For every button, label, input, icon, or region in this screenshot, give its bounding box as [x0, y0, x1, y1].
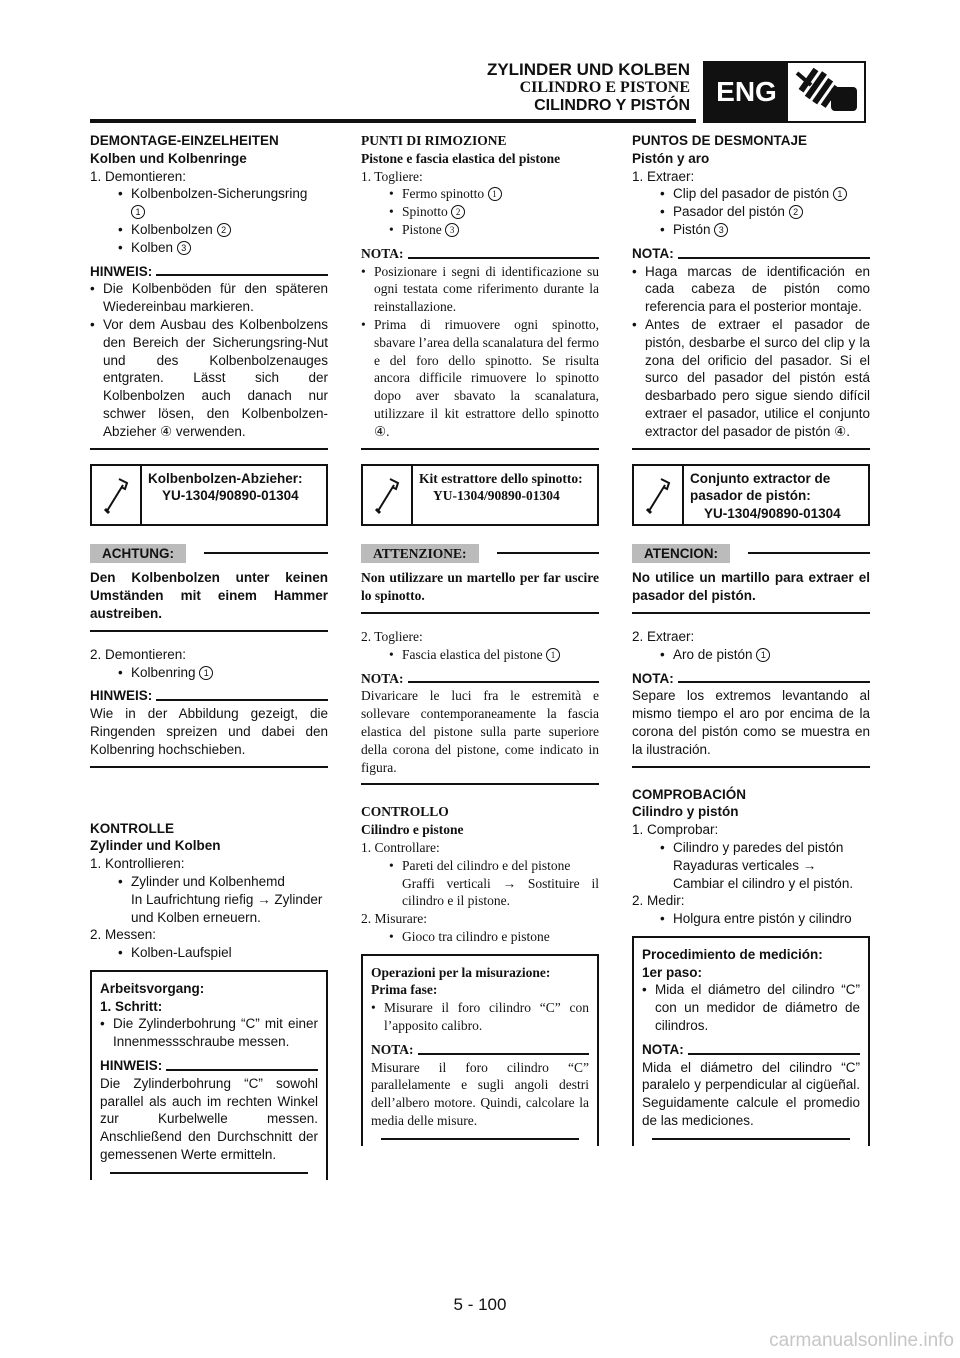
callout-marker: 3 [177, 241, 191, 255]
note-text: Mida el diámetro del cilindro “C” paralelo y perpendicular al cigüeñal. Seguidamente calcule el promedio de las mediciones. [642, 1059, 860, 1129]
special-tool-box [632, 464, 870, 526]
special-tool-box [90, 464, 328, 526]
list-item: • Pistone 3 [361, 221, 599, 239]
procedure-item: • Die Zylinderbohrung “C” mit einer Innenmessschraube messen. [100, 1015, 318, 1051]
callout-marker: 3 [445, 223, 459, 237]
section-heading: CONTROLLO [361, 804, 449, 820]
note-header: NOTA: [361, 245, 599, 263]
header-title-it: CILINDRO E PISTONE [519, 79, 690, 96]
wrench-icon [372, 475, 402, 515]
section-heading: COMPROBACIÓN [632, 786, 746, 802]
callout-marker: 1 [756, 648, 770, 662]
step-2: 2. Messen: [90, 927, 157, 943]
header-rule [90, 119, 696, 123]
note-item: • Vor dem Ausbau des Kolbenbolzens den Bereich der Sicherungsring-Nut und des Kolbenbolzenauges entgraten. Lässt sich der Kolbenbolzen auch danach nur schwer lösen, den Kolbenbolzen-Abzieher ④ verwenden. [90, 316, 328, 441]
note-item: • Antes de extraer el pasador de pistón, desbarbe el surco del clip y la zona del orificio del pasador. Si el surco del pasador del pistón está desbarbado pero sigue siendo difícil extraer el pasador, utilice el conjunto extractor del pasador de pistón ④. [632, 316, 870, 441]
engine-wrench-icon [793, 67, 863, 119]
callout-marker: 2 [217, 223, 231, 237]
callout-marker: 2 [789, 205, 803, 219]
step-1: 1. Demontieren: [90, 168, 187, 184]
subsection-heading: Cilindro y pistón [632, 804, 739, 820]
section-badge [703, 61, 866, 123]
note-text: Divaricare le luci fra le estremità e sollevare contemporaneamente la fascia elastica del pistone sulla parte superiore della corona del pistone, come indicato in figura. [361, 688, 599, 775]
section-heading: PUNTOS DE DESMONTAJE [632, 133, 808, 148]
section-heading: DEMONTAGE-EINZELHEITEN [90, 133, 279, 148]
step-1: 1. Comprobar: [632, 822, 719, 838]
procedure-title: Procedimiento de medición: [642, 946, 823, 962]
list-subitem: In Laufrichtung riefig → Zylinder und Kolben erneuern. [131, 891, 323, 925]
list-item: • Kolbenring 1 [90, 664, 328, 682]
wrench-icon [643, 475, 673, 515]
note-header: NOTA: [361, 670, 599, 688]
step-1: 1. Kontrollieren: [90, 856, 185, 872]
callout-marker: 1 [833, 187, 847, 201]
wrench-icon [101, 475, 131, 515]
step-2: 2. Medir: [632, 893, 685, 909]
tool-name: Conjunto extractor de pasador de pistón: [690, 470, 831, 504]
procedure-box [90, 970, 328, 1180]
procedure-box [632, 936, 870, 1146]
list-item: • Fermo spinotto 1 [361, 185, 599, 203]
callout-marker: 1 [199, 666, 213, 680]
procedure-box [361, 954, 599, 1146]
list-item: • Pasador del pistón 2 [632, 203, 870, 221]
list-item: • Kolbenbolzen 2 [90, 221, 328, 239]
list-subitem: Graffi verticali → Sostituire il cilindro e il pistone. [402, 875, 599, 909]
subsection-heading: Pistón y aro [632, 150, 710, 166]
list-item: • Kolben 3 [90, 239, 328, 257]
tool-name: Kit estrattore dello spinotto: [419, 470, 583, 486]
note-header: NOTA: [632, 245, 870, 263]
list-item: • Spinotto 2 [361, 203, 599, 221]
note-text: Die Zylinderbohrung “C” sowohl parallel als auch im rechten Winkel zur Kurbelwelle messen. Anschließend den Durchschnitt der gemessenen Werte ermitteln. [100, 1075, 318, 1163]
list-item: • Cilindro y paredes del pistón [632, 839, 870, 857]
note-item: • Posizionare i segni di identificazione su ogni testata come riferimento durante la reinstallazione. [361, 263, 599, 316]
note-header: HINWEIS: [90, 263, 328, 281]
callout-marker: 2 [451, 205, 465, 219]
callout-marker: 1 [546, 648, 560, 662]
caution-text: Den Kolbenbolzen unter keinen Umständen mit einem Hammer austreiben. [90, 570, 328, 621]
caution-text: No utilice un martillo para extraer el pasador del pistón. [632, 570, 870, 604]
header-title-de: ZYLINDER UND KOLBEN [486, 60, 690, 79]
note-header: NOTA: [632, 670, 870, 688]
step-1: 1. Controllare: [361, 839, 440, 855]
caution-text: Non utilizzare un martello per far uscire lo spinotto. [361, 570, 599, 604]
note-text: Separe los extremos levantando al mismo tiempo el aro por encima de la corona del pistón como se muestra en la ilustración. [632, 688, 870, 757]
caution-header: ACHTUNG: [90, 544, 328, 564]
step-2: 2. Togliere: [361, 628, 423, 644]
callout-marker: 1 [131, 205, 145, 219]
subsection-heading: Zylinder und Kolben [90, 838, 221, 854]
step-2: 2. Extraer: [632, 628, 695, 644]
list-item: • Aro de pistón 1 [632, 646, 870, 664]
list-item: • Fascia elastica del pistone 1 [361, 646, 599, 664]
list-item: • Pareti del cilindro e del pistone [361, 857, 599, 875]
tool-name: Kolbenbolzen-Abzieher: [148, 470, 303, 486]
procedure-title: Operazioni per la misurazione: [371, 964, 551, 980]
step-2: 2. Misurare: [361, 911, 427, 927]
note-header: HINWEIS: [90, 687, 328, 705]
subsection-heading: Cilindro e pistone [361, 822, 464, 838]
list-item: • Kolben-Laufspiel [90, 944, 328, 962]
watermark[interactable]: carmanualsonline.info [769, 1330, 954, 1351]
procedure-title: Arbeitsvorgang: [100, 980, 205, 996]
list-subitem: Rayaduras verticales → Cambiar el cilindro y el pistón. [673, 857, 854, 891]
note-text: Wie in der Abbildung gezeigt, die Ringenden spreizen und dabei den Kolbenring hochschieben. [90, 706, 328, 757]
caution-header: ATENCION: [632, 544, 870, 564]
subsection-heading: Pistone e fascia elastica del pistone [361, 150, 561, 166]
note-header: NOTA: [371, 1041, 589, 1059]
list-item: • Clip del pasador de pistón 1 [632, 185, 870, 203]
list-item: • Zylinder und Kolbenhemd [90, 873, 328, 891]
page-number: 5 - 100 [453, 1295, 507, 1314]
note-header: HINWEIS: [100, 1057, 318, 1075]
procedure-step: Prima fase: [371, 982, 438, 998]
tool-number: YU-1304/90890-01304 [162, 488, 299, 504]
section-heading: PUNTI DI RIMOZIONE [361, 133, 507, 148]
note-header: NOTA: [642, 1041, 860, 1059]
callout-marker: 1 [488, 187, 502, 201]
list-item: • Pistón 3 [632, 221, 870, 239]
column-german [90, 132, 328, 1180]
note-item: • Prima di rimuovere ogni spinotto, sbavare l’area della scanalatura del fermo e del foro dello spinotto. Se risulta ancora difficile rimuovere lo spinotto dopo aver sbavato la scanalatura, utilizzare il kit estrattore dello spinotto ④. [361, 316, 599, 441]
step-1: 1. Togliere: [361, 168, 423, 184]
tool-number: YU-1304/90890-01304 [433, 488, 560, 504]
list-item: • Gioco tra cilindro e pistone [361, 928, 599, 946]
procedure-item: • Mida el diámetro del cilindro “C” con un medidor de diámetro de cilindros. [642, 981, 860, 1034]
special-tool-box [361, 464, 599, 526]
step-1: 1. Extraer: [632, 168, 695, 184]
column-italian [361, 132, 599, 1146]
caution-header: ATTENZIONE: [361, 544, 599, 564]
note-item: • Haga marcas de identificación en cada cabeza de pistón como referencia para el posterior montaje. [632, 263, 870, 316]
list-item: • Holgura entre pistón y cilindro [632, 910, 870, 928]
header-title-es: CILINDRO Y PISTÓN [534, 97, 690, 114]
subsection-heading: Kolben und Kolbenringe [90, 150, 247, 166]
note-text: Misurare il foro cilindro “C” parallelamente e sugli angoli destri dell’albero motore. Quindi, calcolare la media delle misure. [371, 1059, 589, 1129]
procedure-item: • Misurare il foro cilindro “C” con l’apposito calibro. [371, 999, 589, 1035]
note-item: • Die Kolbenböden für den späteren Wiedereinbau markieren. [90, 280, 328, 316]
section-heading: KONTROLLE [90, 820, 174, 836]
procedure-step: 1er paso: [642, 964, 703, 980]
tool-number: YU-1304/90890-01304 [704, 506, 841, 522]
list-item: • Kolbenbolzen-Sicherungsring 1 [90, 185, 328, 221]
column-spanish [632, 132, 870, 1146]
step-2: 2. Demontieren: [90, 646, 187, 662]
lang-badge: ENG [705, 63, 788, 121]
procedure-step: 1. Schritt: [100, 998, 163, 1014]
callout-marker: 3 [714, 223, 728, 237]
